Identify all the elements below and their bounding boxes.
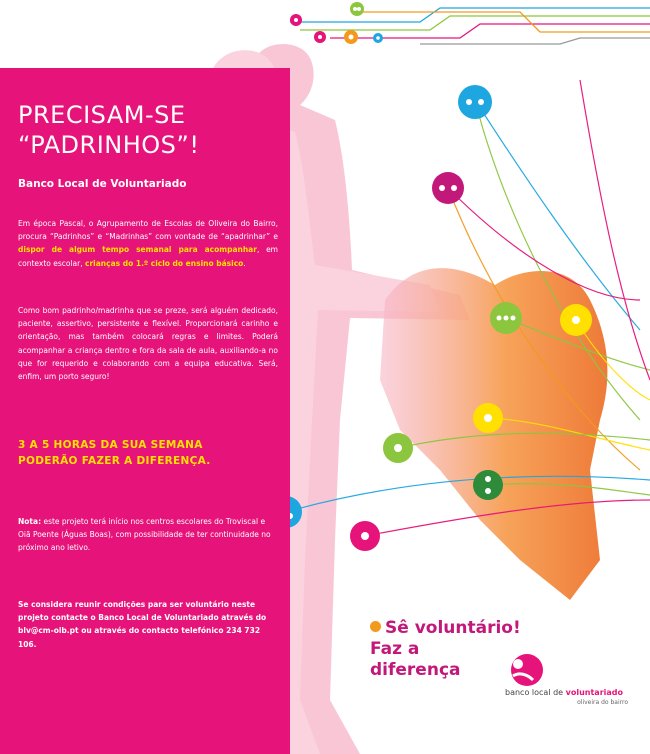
- headline: PRECISAM-SE “PADRINHOS”!: [18, 101, 200, 159]
- note: Nota: este projeto terá início nos centros escolares do Troviscal e Oiã Poente (Águas Boas), com possibilidade de ter continuidade no próximo ano letivo.: [18, 517, 271, 553]
- blv-logo: banco local de voluntariado oliveira do bairro: [505, 650, 640, 710]
- top-line-graphic: [290, 8, 650, 44]
- paragraph-description: Como bom padrinho/madrinha que se preze, será alguém dedicado, paciente, assertivo, persistente e flexível. Proporcionará carinho e orientação, mas também colocará regras e limites. Poderá acompanhar a criança dentro e fora da sala de aula, auxiliando-a no que for requerido e colaborando com a equipa educativa. Será, enfim, um porto seguro!: [18, 306, 278, 382]
- hours-highlight: 3 A 5 HORAS DA SUA SEMANA PODERÃO FAZER A DIFERENÇA.: [18, 439, 211, 467]
- highlight-time: dispor de algum tempo semanal para acompanhar: [18, 245, 257, 255]
- subtitle: Banco Local de Voluntariado: [18, 178, 187, 190]
- text-panel: [0, 68, 290, 754]
- slogan: Sê voluntário! Faz a diferença: [370, 618, 521, 680]
- heart-hands-icon: [505, 650, 545, 690]
- orange-dot-icon: [370, 621, 381, 632]
- contact-info: Se considera reunir condições para ser voluntário neste projeto contacte o Banco Local de Voluntariado através do blv@cm-olb.pt ou através do contacto telefónico 234 732 106.: [18, 600, 267, 649]
- paragraph-intro: Em época Pascal, o Agrupamento de Escolas de Oliveira do Bairro, procura “Padrinhos” e “Madrinhas” com vontade de “apadrinhar” e dispor de algum tempo semanal para acompanhar, em contexto escolar, crianças do 1.º ciclo do ensino básico.: [18, 219, 278, 268]
- highlight-children: crianças do 1.º ciclo do ensino básico: [85, 258, 244, 268]
